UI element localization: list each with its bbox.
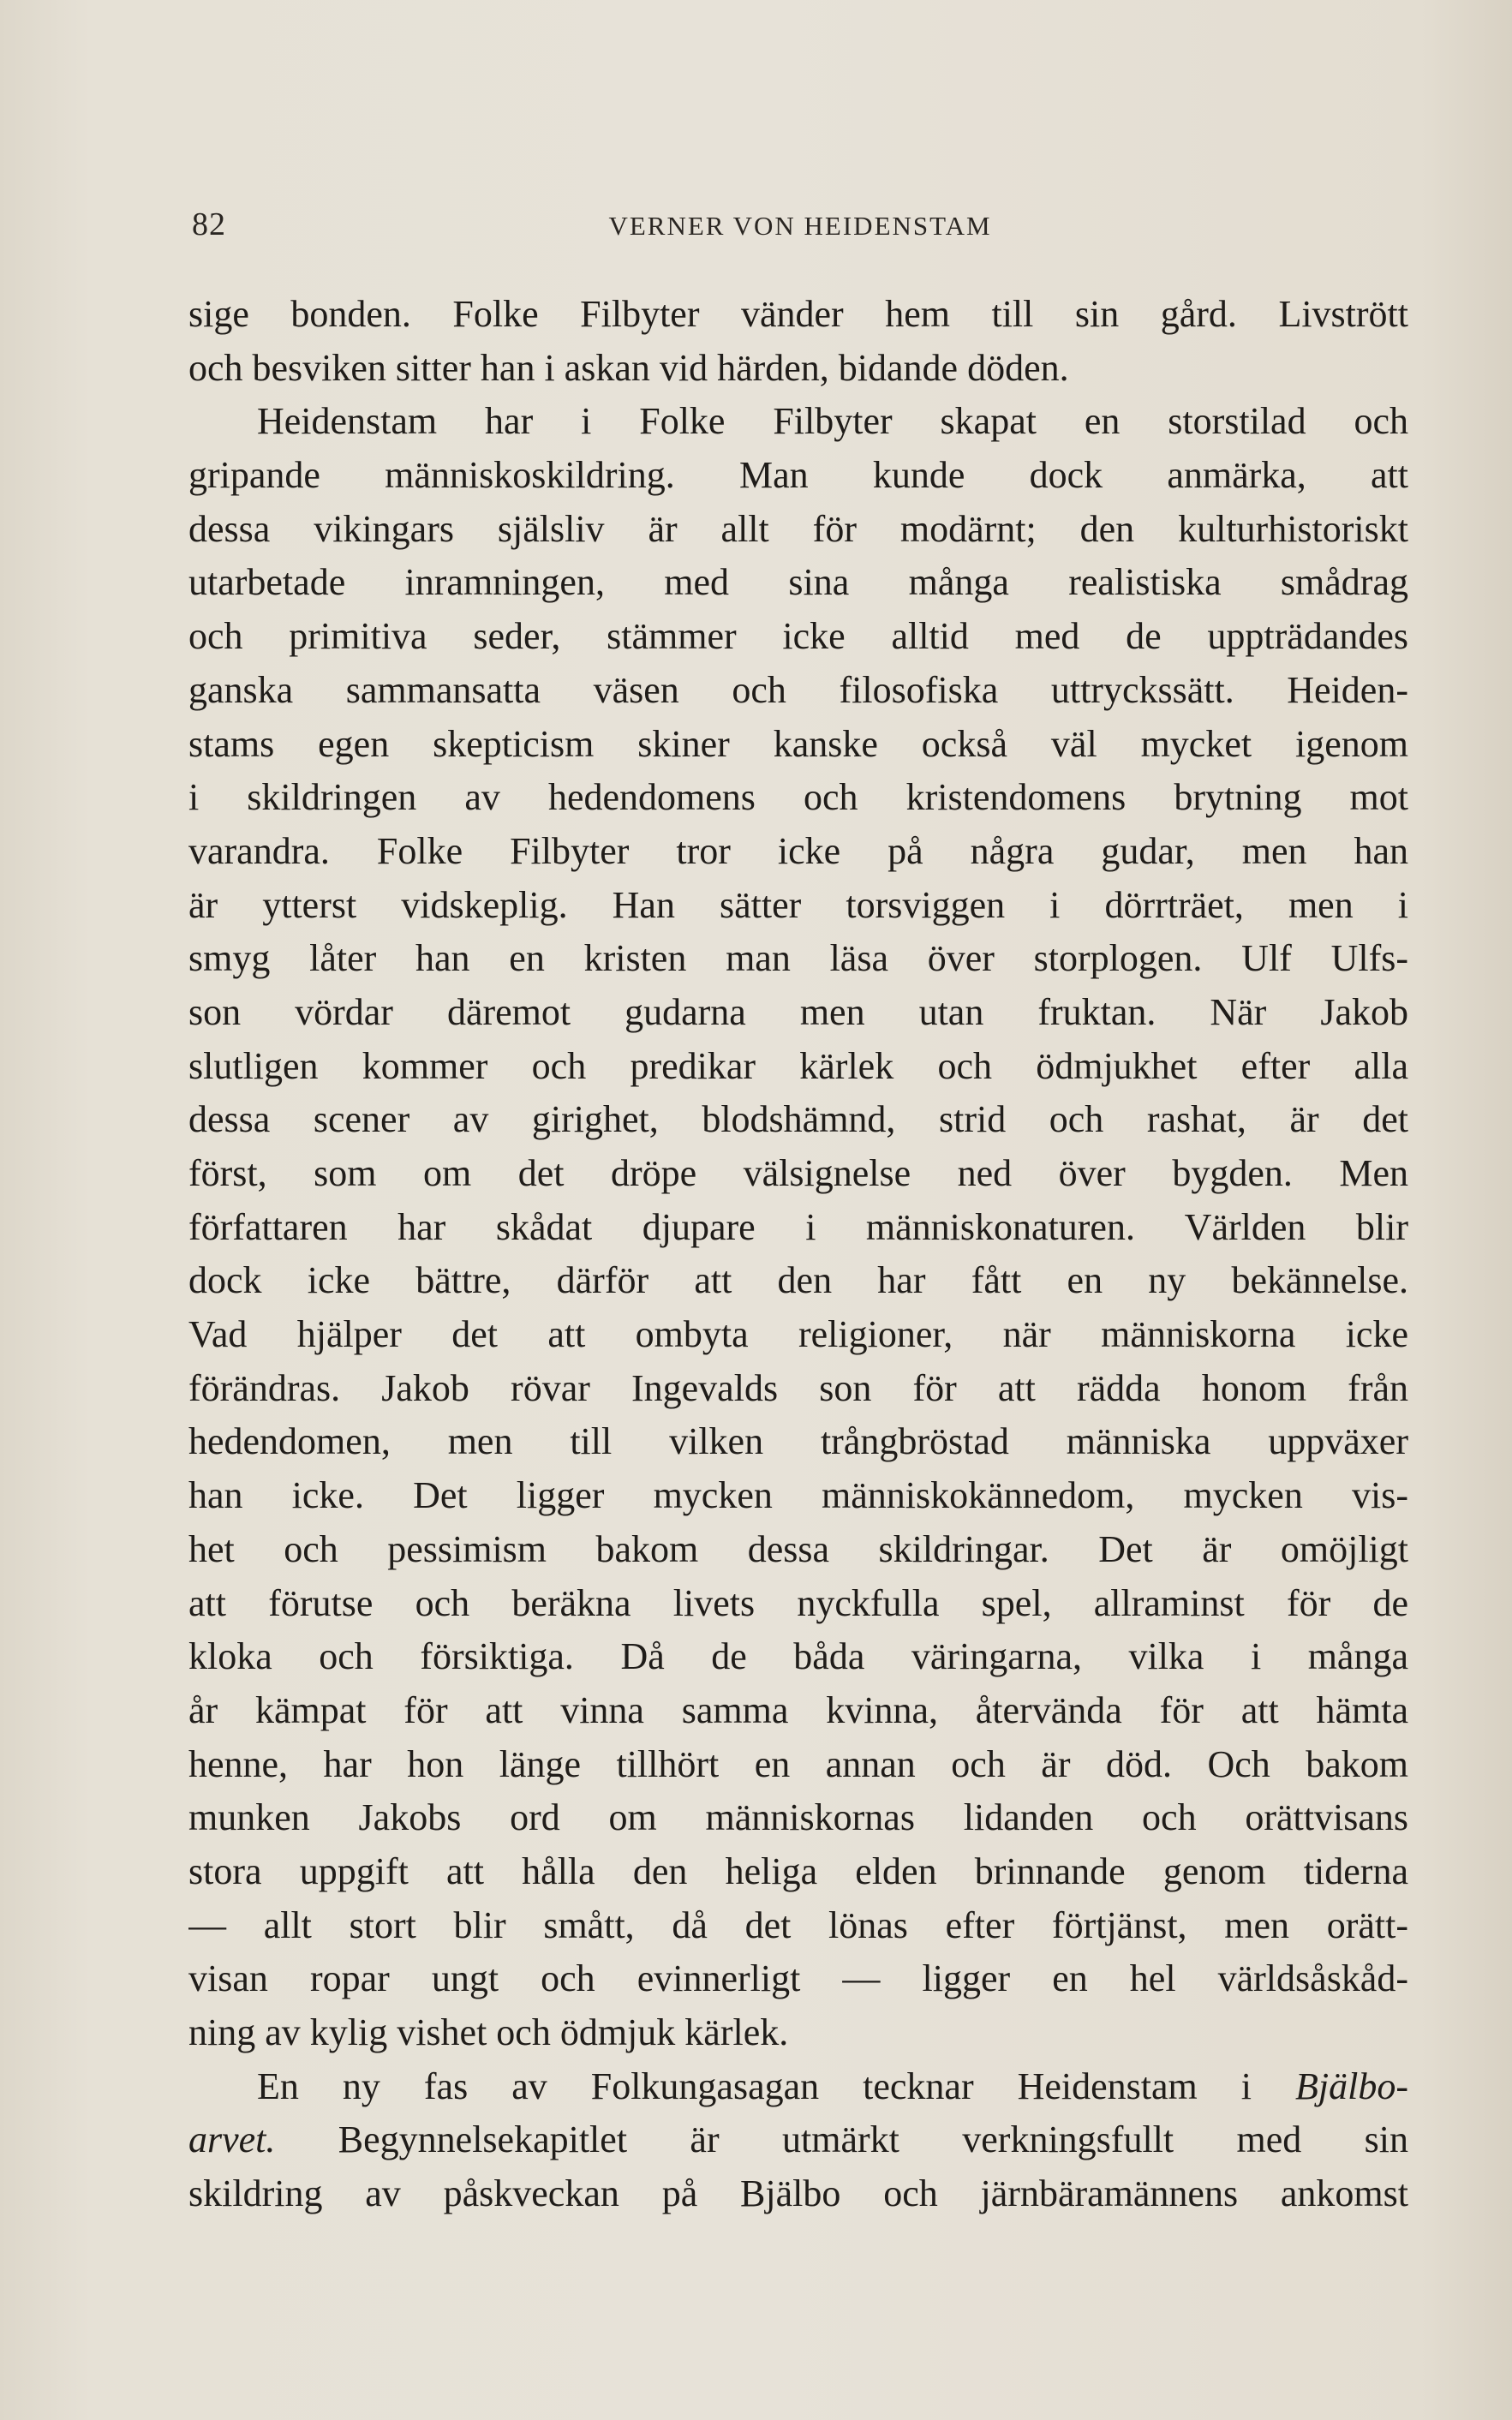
text-line-content: Heidenstam har i Folke Filbyter skapat en storstilad och — [257, 400, 1408, 443]
text-line-content: författaren har skådat djupare i människonaturen. Världen blir — [188, 1205, 1408, 1248]
text-line-content: han icke. Det ligger mycken människokännedom, mycken vis- — [188, 1474, 1408, 1517]
text-line — [188, 610, 1408, 664]
text-line-content: hedendomen, men till vilken trångbröstad människa uppväxer — [188, 1420, 1408, 1463]
text-line-content: En ny fas av Folkungasagan tecknar Heidenstam i — [257, 2064, 1296, 2107]
text-line — [188, 986, 1408, 1040]
text-line — [188, 1684, 1408, 1738]
text-line-content: att förutse och beräkna livets nyckfulla spel, allraminst för de — [188, 1581, 1408, 1624]
text-line — [188, 1201, 1408, 1255]
text-line-content: stora uppgift att hålla den heliga elden brinnande genom tiderna — [188, 1849, 1408, 1892]
text-line-content: sige bonden. Folke Filbyter vänder hem till sin gård. Livstrött — [188, 293, 1408, 335]
text-line-content: är ytterst vidskeplig. Han sätter torsviggen i dörrträet, men i — [188, 883, 1408, 926]
text-line-content: och primitiva seder, stämmer icke alltid med de uppträdandes — [188, 615, 1408, 658]
text-line — [188, 395, 1408, 449]
text-line-content: munken Jakobs ord om människornas lidanden och orättvisans — [188, 1796, 1408, 1839]
text-line — [188, 1738, 1408, 1792]
text-line — [188, 2113, 1408, 2167]
running-head: VERNER VON HEIDENSTAM — [608, 211, 992, 241]
text-line-content: dessa vikingars själsliv är allt för modärnt; den kulturhistoriskt — [188, 507, 1408, 550]
page-header — [192, 206, 1408, 248]
text-line-content: ning av kylig vishet och ödmjuk kärlek. — [188, 2011, 789, 2053]
text-line — [188, 503, 1408, 557]
italic-title: arvet. — [188, 2118, 276, 2161]
text-line — [188, 825, 1408, 879]
text-line-content: år kämpat för att vinna samma kvinna, återvända för att hämta — [188, 1688, 1408, 1731]
text-line-content: Vad hjälper det att ombyta religioner, när människorna icke — [188, 1313, 1408, 1356]
text-line-content: dessa scener av girighet, blodshämnd, strid och rashat, är det — [188, 1098, 1408, 1141]
text-line — [188, 1147, 1408, 1201]
text-line-content: Begynnelsekapitlet är utmärkt verkningsfullt med sin — [275, 2118, 1408, 2161]
text-line — [188, 718, 1408, 772]
text-line — [188, 449, 1408, 503]
text-line — [188, 2060, 1408, 2114]
text-line — [188, 879, 1408, 933]
text-line-content: slutligen kommer och predikar kärlek och ödmjukhet efter alla — [188, 1044, 1408, 1087]
text-line-content: son vördar däremot gudarna men utan fruktan. När Jakob — [188, 990, 1408, 1033]
text-line-content: och besviken sitter han i askan vid härden, bidande döden. — [188, 346, 1069, 389]
text-line — [188, 932, 1408, 986]
text-line-content: ganska sammansatta väsen och filosofiska uttryckssätt. Heiden- — [188, 668, 1408, 711]
text-line-content: gripande människoskildring. Man kunde dock anmärka, att — [188, 454, 1408, 497]
text-line-content: i skildringen av hedendomens och kristendomens brytning mot — [188, 776, 1408, 819]
text-line — [188, 771, 1408, 825]
text-line-content: visan ropar ungt och evinnerligt — ligger en hel världsåskåd- — [188, 1957, 1408, 2000]
text-line — [188, 1469, 1408, 1523]
text-line — [188, 1308, 1408, 1362]
text-line — [188, 342, 1408, 396]
text-line — [188, 1577, 1408, 1631]
text-line — [188, 1845, 1408, 1899]
text-line — [188, 1040, 1408, 1094]
text-line-content: — allt stort blir smått, då det lönas efter förtjänst, men orätt- — [188, 1903, 1408, 1946]
text-line — [188, 664, 1408, 718]
text-line — [188, 1093, 1408, 1147]
page-number: 82 — [192, 206, 226, 242]
text-line-content: stams egen skepticism skiner kanske också väl mycket igenom — [188, 722, 1408, 765]
text-line-content: varandra. Folke Filbyter tror icke på några gudar, men han — [188, 829, 1408, 872]
italic-title: Bjälbo- — [1295, 2064, 1408, 2107]
text-line — [188, 1254, 1408, 1308]
text-line-content: skildring av påskveckan på Bjälbo och järnbäramännens ankomst — [188, 2172, 1408, 2215]
text-line — [188, 556, 1408, 610]
text-line — [188, 2167, 1408, 2221]
text-line — [188, 2006, 1408, 2060]
text-line-content: förändras. Jakob rövar Ingevalds son för att rädda honom från — [188, 1366, 1408, 1409]
text-line — [188, 1952, 1408, 2006]
text-line — [188, 1630, 1408, 1684]
text-line-content: henne, har hon länge tillhört en annan och är död. Och bakom — [188, 1742, 1408, 1785]
text-line-content: först, som om det dröpe välsignelse ned över bygden. Men — [188, 1152, 1408, 1194]
text-line-content: het och pessimism bakom dessa skildringar. Det är omöjligt — [188, 1527, 1408, 1570]
text-line-content: kloka och försiktiga. Då de båda väringarna, vilka i många — [188, 1635, 1408, 1678]
text-line — [188, 1415, 1408, 1469]
text-line — [188, 288, 1408, 342]
text-line — [188, 1523, 1408, 1577]
body-text — [188, 288, 1408, 2221]
text-line-content: dock icke bättre, därför att den har fått en ny bekännelse. — [188, 1259, 1408, 1302]
text-line — [188, 1791, 1408, 1845]
text-line — [188, 1899, 1408, 1953]
text-line-content: utarbetade inramningen, med sina många realistiska smådrag — [188, 561, 1408, 604]
text-line — [188, 1362, 1408, 1416]
text-line-content: smyg låter han en kristen man läsa över storplogen. Ulf Ulfs- — [188, 937, 1408, 980]
